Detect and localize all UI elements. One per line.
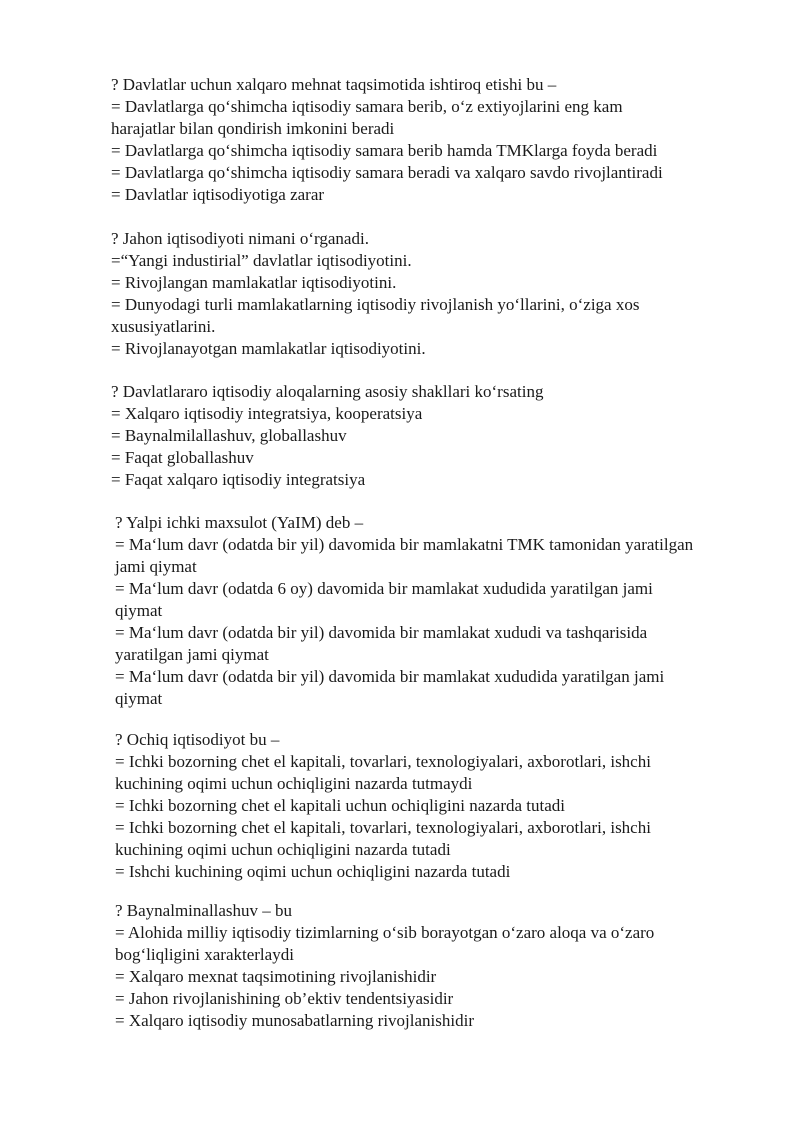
question-text: ? Yalpi ichki maxsulot (YaIM) deb – bbox=[115, 513, 364, 532]
answer-option: = Ichki bozorning chet el kapitali, tovarlari, texnologiyalari, axborotlari, ishchi bbox=[115, 752, 651, 771]
answer-option: = Ma‘lum davr (odatda bir yil) davomida bir mamlakatni TMK tamonidan yaratilgan bbox=[115, 535, 694, 554]
answer-option-continued: qiymat bbox=[115, 689, 163, 708]
answer-option: = Davlatlarga qo‘shimcha iqtisodiy samara berib, o‘z extiyojlarini eng kam bbox=[111, 97, 623, 116]
answer-option: = Ishchi kuchining oqimi uchun ochiqligini nazarda tutadi bbox=[115, 862, 511, 881]
question-text: ? Davlatlar uchun xalqaro mehnat taqsimotida ishtiroq etishi bu – bbox=[111, 75, 557, 94]
answer-option-continued: kuchining oqimi uchun ochiqligini nazarda tutmaydi bbox=[115, 774, 473, 793]
answer-option: = Rivojlanayotgan mamlakatlar iqtisodiyotini. bbox=[111, 339, 426, 358]
question-text: ? Jahon iqtisodiyoti nimani o‘rganadi. bbox=[111, 229, 369, 248]
answer-option: = Xalqaro mexnat taqsimotining rivojlanishidir bbox=[115, 967, 437, 986]
answer-option-continued: harajatlar bilan qondirish imkonini beradi bbox=[111, 119, 395, 138]
question-block bbox=[115, 512, 755, 710]
answer-option-continued: jami qiymat bbox=[115, 557, 197, 576]
answer-option: = Xalqaro iqtisodiy integratsiya, kooperatsiya bbox=[111, 404, 423, 423]
answer-option: = Ichki bozorning chet el kapitali uchun ochiqligini nazarda tutadi bbox=[115, 796, 566, 815]
answer-option-continued: kuchining oqimi uchun ochiqligini nazarda tutadi bbox=[115, 840, 451, 859]
answer-option: = Davlatlar iqtisodiyotiga zarar bbox=[111, 185, 325, 204]
answer-option: = Ma‘lum davr (odatda bir yil) davomida bir mamlakat xududida yaratilgan jami bbox=[115, 667, 665, 686]
answer-option-continued: xususiyatlarini. bbox=[111, 317, 216, 336]
answer-option-continued: bog‘liqligini xarakterlaydi bbox=[115, 945, 294, 964]
question-block bbox=[111, 381, 751, 491]
answer-option: = Davlatlarga qo‘shimcha iqtisodiy samara berib hamda TMKlarga foyda beradi bbox=[111, 141, 658, 160]
answer-option: = Ma‘lum davr (odatda bir yil) davomida bir mamlakat xududi va tashqarisida bbox=[115, 623, 648, 642]
question-block bbox=[111, 228, 751, 360]
answer-option: = Faqat globallashuv bbox=[111, 448, 254, 467]
answer-option: = Jahon rivojlanishining ob’ektiv tendentsiyasidir bbox=[115, 989, 454, 1008]
answer-option: = Ichki bozorning chet el kapitali, tovarlari, texnologiyalari, axborotlari, ishchi bbox=[115, 818, 651, 837]
question-block bbox=[115, 729, 755, 883]
question-block bbox=[111, 74, 751, 206]
answer-option-continued: yaratilgan jami qiymat bbox=[115, 645, 269, 664]
question-block bbox=[115, 900, 755, 1032]
answer-option-continued: qiymat bbox=[115, 601, 163, 620]
answer-option: = Dunyodagi turli mamlakatlarning iqtisodiy rivojlanish yo‘llarini, o‘ziga xos bbox=[111, 295, 640, 314]
answer-option: =“Yangi industirial” davlatlar iqtisodiyotini. bbox=[111, 251, 412, 270]
question-text: ? Ochiq iqtisodiyot bu – bbox=[115, 730, 280, 749]
answer-option: = Xalqaro iqtisodiy munosabatlarning rivojlanishidir bbox=[115, 1011, 474, 1030]
answer-option: = Ma‘lum davr (odatda 6 oy) davomida bir mamlakat xududida yaratilgan jami bbox=[115, 579, 653, 598]
answer-option: = Alohida milliy iqtisodiy tizimlarning o‘sib borayotgan o‘zaro aloqa va o‘zaro bbox=[115, 923, 655, 942]
answer-option: = Rivojlangan mamlakatlar iqtisodiyotini. bbox=[111, 273, 397, 292]
answer-option: = Baynalmilallashuv, globallashuv bbox=[111, 426, 347, 445]
question-text: ? Davlatlararo iqtisodiy aloqalarning asosiy shakllari ko‘rsating bbox=[111, 382, 544, 401]
answer-option: = Davlatlarga qo‘shimcha iqtisodiy samara beradi va xalqaro savdo rivojlantiradi bbox=[111, 163, 663, 182]
question-text: ? Baynalminallashuv – bu bbox=[115, 901, 293, 920]
answer-option: = Faqat xalqaro iqtisodiy integratsiya bbox=[111, 470, 366, 489]
